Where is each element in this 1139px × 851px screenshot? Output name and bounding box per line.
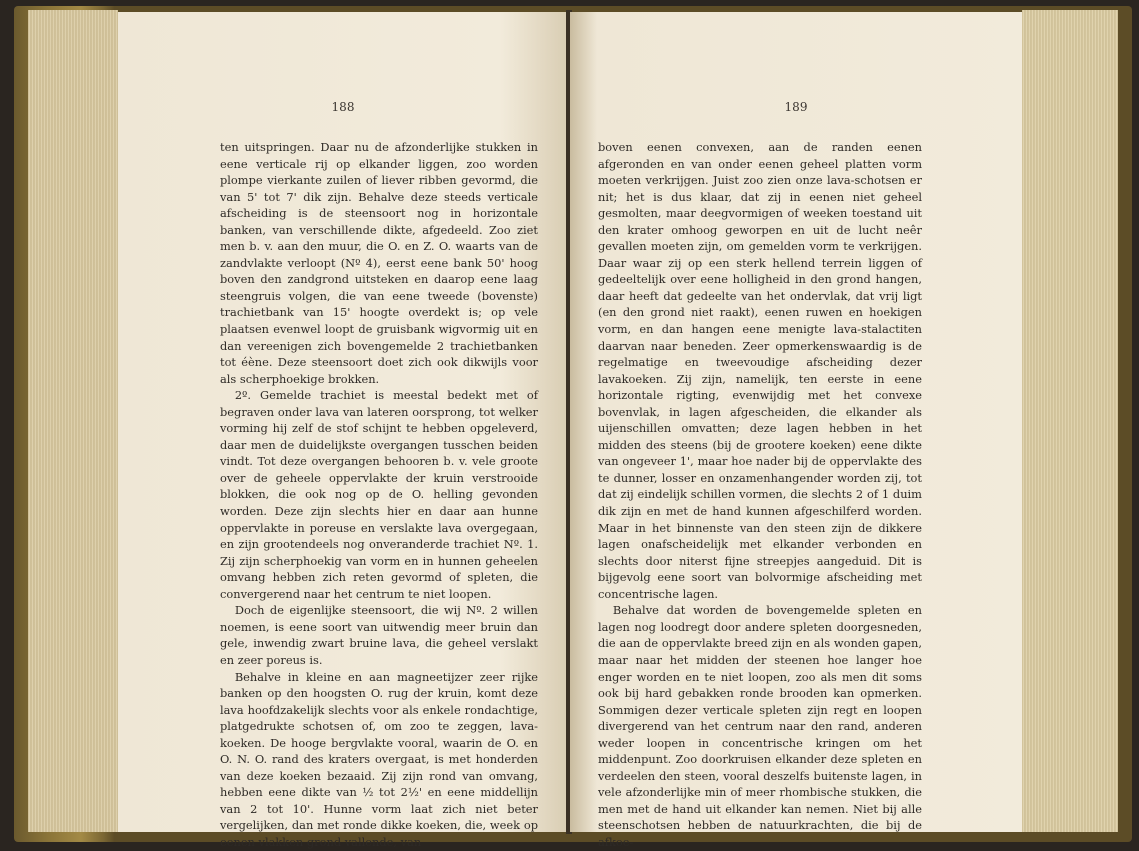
paragraph: Behalve dat worden de bovengemelde spleten en lagen nog loodregt door andere spleten doorgesneden, die aan de oppervlakte breed zijn en als wonden gapen, maar naar het midden der steenen hoe langer hoe enger worden en te niet loopen, zoo als men dit soms ook bij hard gebakken ronde brooden kan opmerken. Sommigen dezer verticale spleten zijn regt en loopen divergerend van het centrum naar den rand, anderen weder loopen in concentrische kringen om het middenpunt. Zoo doorkruisen elkander deze spleten en verdeelen den steen, vooral deszelfs buitenste lagen, in vele afzonderlijke min of meer rhombische stukken, die men met de hand uit elkander kan nemen. Niet bij alle steenschotsen hebben de natuurkrachten, die bij de afkoe-	[598, 603, 922, 849]
paragraph: boven eenen convexen, aan de randen eenen afgeronden en van onder eenen geheel platten vorm moeten verkrijgen. Juist zoo zien onze lava-schotsen er nit; het is dus klaar, dat zij in eenen niet geheel gesmolten, maar deegvormigen of weeken toestand uit den krater omhoog geworpen en uit de lucht neêr gevallen moeten zijn, om gemelden vorm te verkrijgen. Daar waar zij op een sterk hellend terrein liggen of gedeeltelijk over eene holligheid in den grond hangen, daar heeft dat gedeelte van het ondervlak, dat vrij ligt (en den grond niet raakt), eenen ruwen en hoekigen vorm, en dan hangen eene menigte lava-stalactiten daarvan naar beneden. Zeer opmerkenswaardig is de regelmatige en tweevoudige afscheiding dezer lavakoeken. Zij zijn, namelijk, ten eerste in eene horizontale rigting, evenwijdig met het convexe bovenvlak, in lagen afgescheiden, die elkander als uijenschillen omvatten; deze lagen hebben in het midden des steens (bij de grootere koeken) eene dikte van ongeveer 1', maar hoe nader bij de oppervlakte des te dunner, losser en onzamenhangender worden zij, tot dat zij eindelijk schillen vormen, die slechts 2 of 1 duim dik zijn en met de hand kunnen afgeschilferd worden. Maar in het binnenste van den steen zijn de dikkere lagen onafscheidelijk met elkander verbonden en slechts door niterst fijne streepjes aangeduid. Dit is bijgevolg eene soort van bolvormige afscheiding met concentrische lagen.	[598, 140, 922, 601]
page-number: 188	[331, 100, 355, 114]
page-number: 189	[784, 100, 808, 114]
paragraph: ten uitspringen. Daar nu de afzonderlijke stukken in eene verticale rij op elkander liggen, zoo worden plompe vierkante zuilen of liever ribben gevormd, die van 5' tot 7' dik zijn. Behalve deze steeds verticale afscheiding is de steensoort nog in horizontale banken, van verschillende dikte, afgedeeld. Zoo ziet men b. v. aan den muur, die O. en Z. O. waarts van de zandvlakte verloopt (Nº 4), eerst eene bank 50' hoog boven den zandgrond uitsteken en daarop eene laag steengruis volgen, die van eene tweede (bovenste) trachietbank van 15' hoogte overdekt is; op vele plaatsen evenwel loopt de gruisbank wigvormig uit en dan vereenigen zich bovengemelde 2 trachietbanken tot éène. Deze steensoort doet zich ook dikwijls voor als scherphoekige brokken.	[220, 140, 538, 386]
page-text	[220, 139, 538, 851]
left-page	[118, 12, 568, 849]
paragraph: 2º. Gemelde trachiet is meestal bedekt met of begraven onder lava van lateren oorsprong, tot welker vorming hij zelf de stof schijnt te hebben opgeleverd, daar men de duidelijkste overgangen tusschen beiden vindt. Tot deze overgangen behooren b. v. vele groote over de geheele oppervlakte der kruin verstrooide blokken, die ook nog op de O. helling gevonden worden. Deze zijn slechts hier en daar aan hunne oppervlakte in poreuse en verslakte lava overgegaan, en zijn grootendeels nog onveranderde trachiet Nº. 1. Zij zijn scherphoekig van vorm en in hunnen geheelen omvang hebben zich reten gevormd of spleten, die convergerend naar het centrum te niet loopen.	[220, 388, 538, 601]
paragraph: Doch de eigenlijke steensoort, die wij Nº. 2 willen noemen, is eene soort van uitwendig meer bruin dan gele, inwendig zwart bruine lava, die geheel verslakt en zeer poreus is.	[220, 603, 538, 667]
page-edges-right	[1022, 10, 1118, 832]
page-text	[598, 139, 922, 851]
paragraph: Behalve in kleine en aan magneetijzer zeer rijke banken op den hoogsten O. rug der kruin, komt deze lava hoofdzakelijk slechts voor als enkele rondachtige, platgedrukte schotsen of, om zoo te zeggen, lava-koeken. De hooge bergvlakte vooral, waarin de O. en O. N. O. rand des kraters overgaat, is met honderden van deze koeken bezaaid. Zij zijn rond van omvang, hebben eene dikte van ½ tot 2½' en eene middellijn van 2 tot 10'. Hunne vorm laat zich niet beter vergelijken, dan met ronde dikke koeken, die, week op eenen vlakken grond vallende, van	[220, 669, 538, 849]
right-page	[570, 12, 1022, 849]
page-edges-left	[28, 10, 118, 832]
